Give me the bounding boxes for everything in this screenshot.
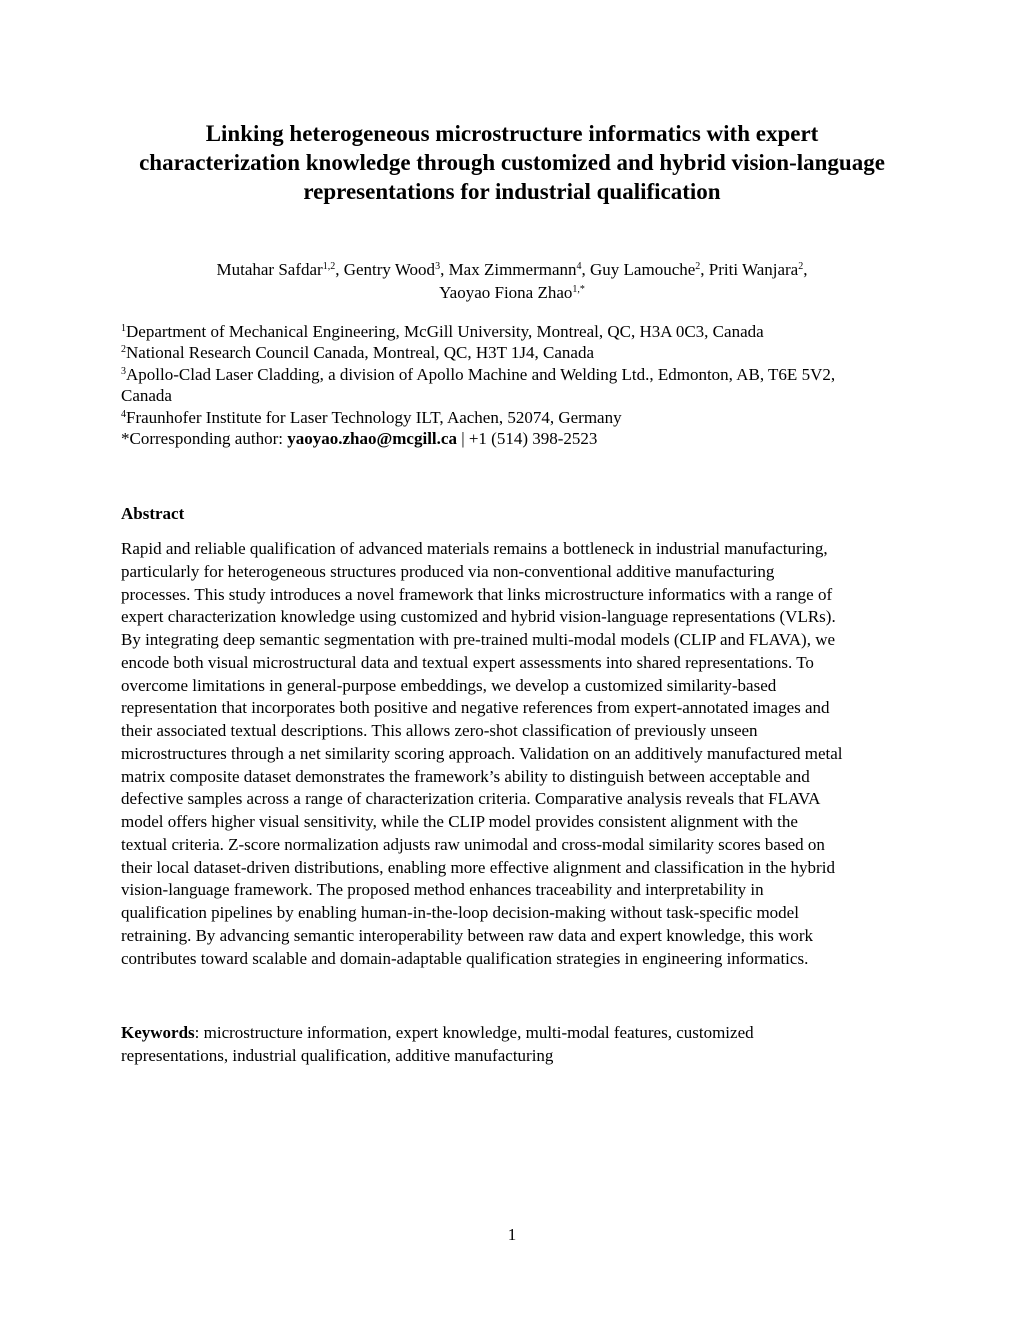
affiliation-text: Department of Mechanical Engineering, McGill University, Montreal, QC, H3A 0C3, Canada xyxy=(126,322,764,341)
abstract-line: microstructures through a net similarity scoring approach. Validation on an additively manufactured metal xyxy=(121,743,843,763)
abstract-line: vision-language framework. The proposed method enhances traceability and interpretability in xyxy=(121,880,764,900)
abstract-line: defective samples across a range of characterization criteria. Comparative analysis reveals that FLAVA xyxy=(121,789,821,809)
author-line: Mutahar Safdar$^{1,2}$, Gentry Wood$^3$, Max Zimmermann$^4$, Guy Lamouche$^2$, Priti Wanjara$^2$, xyxy=(216,260,808,279)
abstract-line: model offers higher visual sensitivity, while the CLIP model provides consistent alignment with the xyxy=(121,812,798,831)
affiliation xyxy=(121,407,921,428)
affiliation-text: Apollo-Clad Laser Cladding, a division of Apollo Machine and Welding Ltd., Edmonton, AB, T6E 5V2, xyxy=(126,364,836,384)
abstract-line: Rapid and reliable qualification of advanced materials remains a bottleneck in industrial manufacturing, xyxy=(121,539,828,558)
abstract-body xyxy=(121,538,921,970)
affiliation-mark: 3 xyxy=(121,365,126,377)
abstract-line: expert characterization knowledge using customized and hybrid vision-language representations (VLRs). xyxy=(121,607,836,627)
abstract-line: By integrating deep semantic segmentation with pre-trained multi-modal models (CLIP and FLAVA), we xyxy=(121,630,836,649)
abstract-heading: Abstract xyxy=(121,504,185,523)
author-affiliation-mark: 3 xyxy=(435,261,441,272)
author-affiliation-mark: 1,* xyxy=(572,284,585,295)
affiliation-mark: 4 xyxy=(121,408,126,420)
abstract-line: processes. This study introduces a novel framework that links microstructure informatics with a range of xyxy=(121,584,833,604)
paper-title xyxy=(80,119,944,206)
abstract-line: overcome limitations in general-purpose embeddings, we develop a customized similarity-based xyxy=(121,675,777,695)
corresponding-author xyxy=(121,428,921,449)
abstract-line: matrix composite dataset demonstrates the framework’s ability to distinguish between acceptable and xyxy=(121,766,810,786)
corresponding-email[interactable]: yaoyao.zhao@mcgill.ca xyxy=(287,429,457,449)
abstract-line: qualification pipelines by enabling human-in-the-loop decision-making without task-specific model xyxy=(121,903,799,922)
keywords xyxy=(121,1021,921,1067)
affiliation-text: Fraunhofer Institute for Laser Technology ILT, Aachen, 52074, Germany xyxy=(126,407,622,427)
author-affiliation-mark: 2 xyxy=(798,261,804,272)
abstract-line: their local dataset-driven distributions, enabling more effective alignment and classification in the hybrid xyxy=(121,857,835,877)
abstract-line: textual criteria. Z-score normalization adjusts raw unimodal and cross-modal similarity scores based on xyxy=(121,834,825,854)
abstract-line: encode both visual microstructural data and textual expert assessments into shared representations. To xyxy=(121,652,814,672)
author-affiliation-mark: 4 xyxy=(576,261,582,272)
keywords-line xyxy=(121,1021,921,1044)
keywords-text: : microstructure information, expert knowledge, multi-modal features, customized xyxy=(194,1023,754,1042)
author-affiliation-mark: 1,2 xyxy=(322,261,336,272)
affiliation xyxy=(121,342,921,363)
affiliation-mark: 2 xyxy=(121,344,126,356)
title-line: characterization knowledge through customized and hybrid vision-language xyxy=(139,150,885,175)
title-line: representations for industrial qualification xyxy=(303,179,721,204)
author-name: Max Zimmermann xyxy=(448,260,577,279)
author-line xyxy=(80,281,944,304)
abstract-line: retraining. By advancing semantic interoperability between raw data and expert knowledge, this work xyxy=(121,925,814,945)
abstract-line: particularly for heterogeneous structures produced via non-conventional additive manufacturing xyxy=(121,561,775,581)
corresponding-phone: | +1 (514) 398-2523 xyxy=(456,429,598,449)
abstract-line: representation that incorporates both positive and negative references from expert-annotated images and xyxy=(121,698,830,718)
author-name: Yaoyao Fiona Zhao xyxy=(439,283,573,302)
author-name: Guy Lamouche xyxy=(590,260,696,279)
author-list xyxy=(80,258,944,304)
corresponding-label: *Corresponding author: xyxy=(121,429,288,449)
author-name: Gentry Wood xyxy=(343,260,436,279)
author-affiliation-mark: 2 xyxy=(695,261,701,272)
page-number: 1 xyxy=(507,1225,517,1244)
abstract-line: their associated textual descriptions. This allows zero-shot classification of previously unseen xyxy=(121,721,758,740)
affiliation-continuation: Canada xyxy=(121,386,172,406)
title-line: Linking heterogeneous microstructure informatics with expert xyxy=(205,121,819,146)
affiliation xyxy=(121,321,921,342)
affiliation-mark: 1 xyxy=(121,323,126,334)
affiliation xyxy=(121,364,921,385)
abstract-line: contributes toward scalable and domain-adaptable qualification strategies in engineering informatics. xyxy=(121,948,809,968)
affiliation-list xyxy=(121,321,921,449)
author-name: Mutahar Safdar xyxy=(216,260,323,279)
affiliation-text: National Research Council Canada, Montreal, QC, H3T 1J4, Canada xyxy=(126,343,595,363)
keywords-line: representations, industrial qualification, additive manufacturing xyxy=(121,1046,554,1065)
author-name: Priti Wanjara xyxy=(708,260,799,279)
keywords-label: Keywords xyxy=(121,1023,195,1042)
